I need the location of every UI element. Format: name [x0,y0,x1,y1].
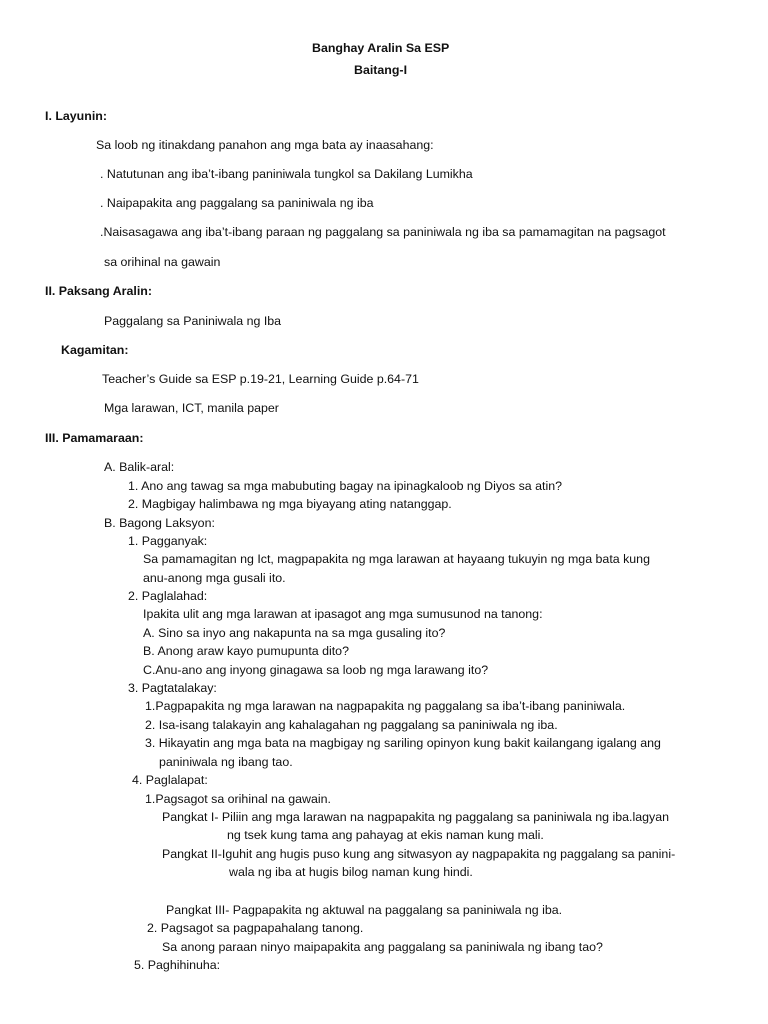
list-item: 3. Hikayatin ang mga bata na magbigay ng sariling opinyon kung bakit kailangang igalang ang [145,736,661,750]
document-title: Banghay Aralin Sa ESP [312,41,450,55]
group-task-continued: wala ng iba at hugis bilog naman kung hindi. [229,865,473,879]
materials-heading: Kagamitan: [61,343,129,357]
section-heading-paksang-aralin: II. Paksang Aralin: [45,284,152,298]
subsection-heading: B. Bagong Laksyon: [104,516,215,530]
list-item: 2. Magbigay halimbawa ng mga biyayang ating natanggap. [128,497,452,511]
question-item: C.Anu-ano ang inyong ginagawa sa loob ng mga larawang ito? [143,663,489,677]
step-heading: 4. Paglalapat: [132,773,208,787]
document-subtitle: Baitang-I [354,63,408,77]
step-heading: 3. Pagtatalakay: [128,681,217,695]
list-item: 2. Isa-isang talakayin ang kahalagahan ng paggalang sa paniniwala ng iba. [145,718,558,732]
subsection-heading: A. Balik-aral: [104,460,175,474]
list-item-continued: paniniwala ng ibang tao. [159,755,293,769]
topic-text: Paggalang sa Paniniwala ng Iba [104,314,282,328]
step-heading: 5. Paghihinuha: [134,958,221,972]
objective-item-continued: sa orihinal na gawain [104,255,221,269]
step-text: Sa pamamagitan ng Ict, magpapakita ng mga larawan at hayaang tukuyin ng mga bata kung [143,552,650,566]
material-item: Teacher’s Guide sa ESP p.19-21, Learning Guide p.64-71 [102,372,419,386]
section-heading-pamamaraan: III. Pamamaraan: [45,431,144,445]
material-item: Mga larawan, ICT, manila paper [104,401,279,415]
objective-item: . Natutunan ang iba’t-ibang paniniwala tungkol sa Dakilang Lumikha [100,167,473,181]
objectives-intro: Sa loob ng itinakdang panahon ang mga bata ay inaasahang: [96,138,434,152]
step-text: anu-anong mga gusali ito. [143,571,286,585]
step-heading: 1. Pagganyak: [128,534,208,548]
list-item: 1.Pagsagot sa orihinal na gawain. [145,792,331,806]
section-heading-layunin: I. Layunin: [45,109,107,123]
group-task: Pangkat I- Piliin ang mga larawan na nagpapakita ng paggalang sa paniniwala ng iba.lagyan [162,810,669,824]
step-heading: 2. Paglalahad: [128,589,208,603]
group-task-continued: ng tsek kung tama ang pahayag at ekis naman kung mali. [227,828,544,842]
question-item: B. Anong araw kayo pumupunta dito? [143,644,349,658]
group-task: Pangkat III- Pagpapakita ng aktuwal na paggalang sa paniniwala ng iba. [166,903,563,917]
objective-item: .Naisasagawa ang iba’t-ibang paraan ng paggalang sa paniniwala ng iba sa pamamagitan na pagsagot [100,225,666,239]
list-item: 2. Pagsagot sa pagpapahalang tanong. [147,921,364,935]
question-item: Sa anong paraan ninyo maipapakita ang paggalang sa paniniwala ng ibang tao? [162,940,603,954]
step-text: Ipakita ulit ang mga larawan at ipasagot ang mga sumusunod na tanong: [143,607,543,621]
question-item: A. Sino sa inyo ang nakapunta na sa mga gusaling ito? [143,626,446,640]
objective-item: . Naipapakita ang paggalang sa paniniwala ng iba [100,196,374,210]
group-task: Pangkat II-Iguhit ang hugis puso kung ang sitwasyon ay nagpapakita ng paggalang sa panini- [162,847,676,861]
list-item: 1.Pagpapakita ng mga larawan na nagpapakita ng paggalang sa iba’t-ibang paniniwala. [145,699,626,713]
list-item: 1. Ano ang tawag sa mga mabubuting bagay na ipinagkaloob ng Diyos sa atin? [128,479,562,493]
